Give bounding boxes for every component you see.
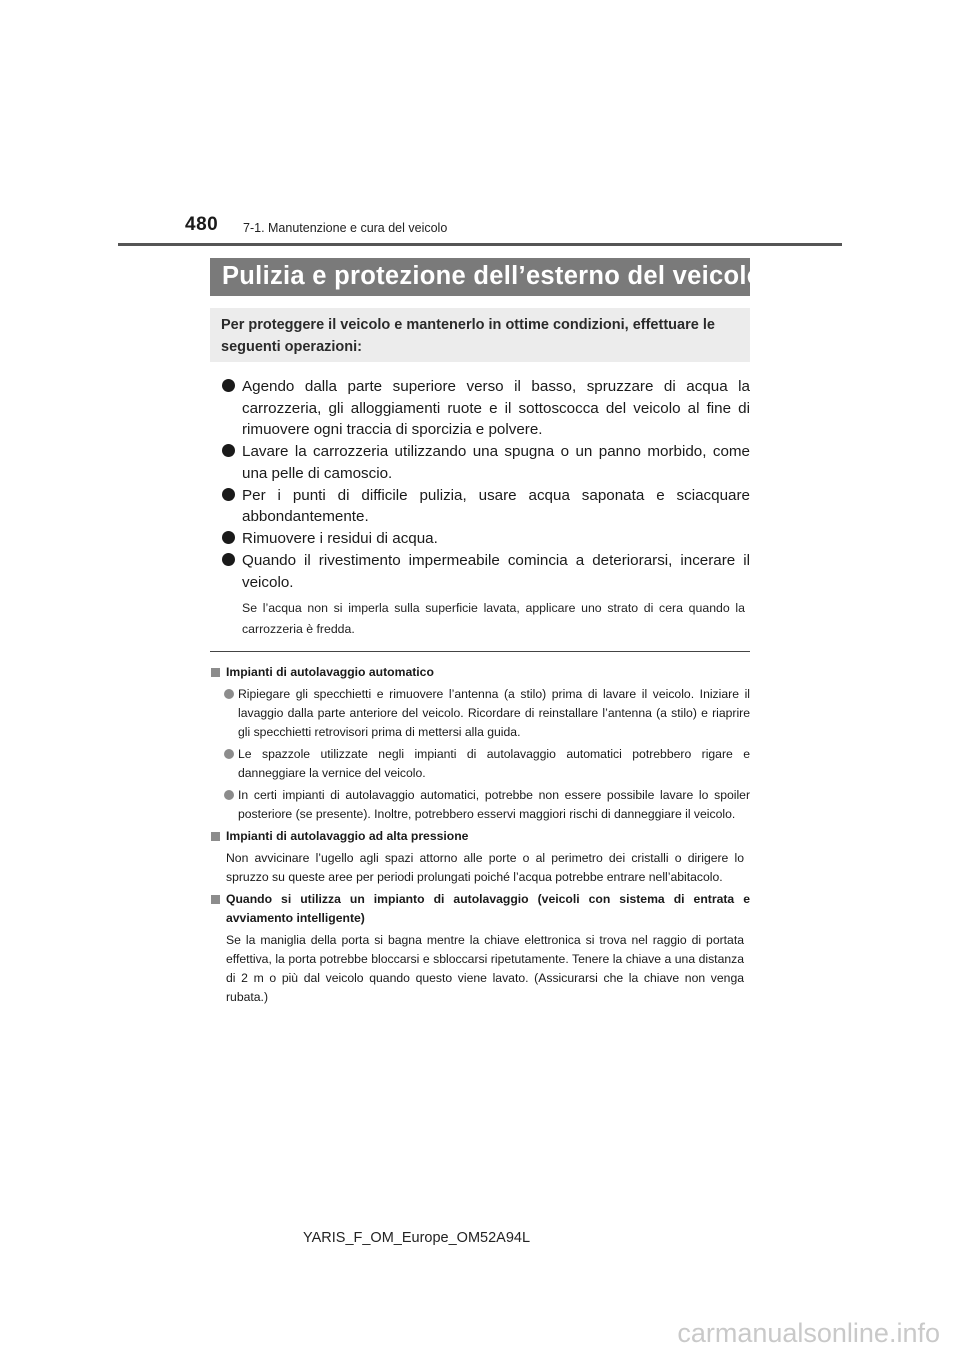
procedure-list <box>210 376 750 594</box>
procedure-step <box>210 376 750 441</box>
wax-note: Se l’acqua non si imperla sulla superficie lavata, applicare uno strato di cera quando la carrozzeria è fredda. <box>242 601 745 636</box>
procedure-step <box>210 441 750 484</box>
auto-wash-item-text: Le spazzole utilizzate negli impianti di autolavaggio automatici potrebbero rigare e danneggiare la vernice del veicolo. <box>238 747 750 780</box>
bullet-dot-icon <box>222 488 235 501</box>
auto-wash-heading <box>210 663 750 682</box>
info-section <box>210 660 750 1007</box>
bullet-dot-icon <box>224 749 234 759</box>
high-pressure-heading <box>210 827 750 846</box>
header-divider <box>118 243 842 246</box>
procedure-step-text: Agendo dalla parte superiore verso il basso, spruzzare di acqua la carrozzeria, gli alloggiamenti ruote e il sottoscocca del veicolo al fine di rimuovere ogni traccia di sporcizia e polvere. <box>242 378 750 438</box>
square-bullet-icon <box>211 895 220 904</box>
title-bar <box>210 258 763 296</box>
procedure-step <box>210 528 750 550</box>
auto-wash-item-text: Ripiegare gli specchietti e rimuovere l’antenna (a stilo) prima di lavare il veicolo. Iniziare il lavaggio dalla parte anteriore del veicolo. Ricordare di reinstallare l’antenna (a stilo) e riaprire gli specchietti retrovisori prima di mettersi alla guida. <box>238 687 750 739</box>
bullet-dot-icon <box>222 531 235 544</box>
high-pressure-heading-text: Impianti di autolavaggio ad alta pressione <box>226 829 469 843</box>
smart-entry-text: Se la maniglia della porta si bagna mentre la chiave elettronica si trova nel raggio di portata effettiva, la porta potrebbe bloccarsi e sbloccarsi ripetutamente. Tenere la chiave a una distanza di 2 m o più dal veicolo quando questo viene lavato. (Assicurarsi che la chiave non venga rubata.) <box>226 933 744 1004</box>
section-header: 7-1. Manutenzione e cura del veicolo <box>243 221 448 235</box>
bullet-dot-icon <box>224 689 234 699</box>
smart-entry-heading-text: Quando si utilizza un impianto di autolavaggio (veicoli con sistema di entrata e avviamento intelligente) <box>226 892 750 925</box>
bullet-dot-icon <box>224 790 234 800</box>
procedure-step-text: Rimuovere i residui di acqua. <box>242 530 438 547</box>
intro-text: Per proteggere il veicolo e mantenerlo in ottime condizioni, effettuare le seguenti operazioni: <box>221 317 715 355</box>
procedure-step-text: Quando il rivestimento impermeabile comincia a deteriorarsi, incerare il veicolo. <box>242 552 750 591</box>
document-code: YARIS_F_OM_Europe_OM52A94L <box>303 1230 531 1246</box>
high-pressure-text: Non avvicinare l’ugello agli spazi attorno alle porte o al perimetro dei cristalli o dirigere lo spruzzo su queste aree per periodi prolungati poiché l’acqua potrebbe entrare nell’abitacolo. <box>226 851 744 884</box>
auto-wash-heading-text: Impianti di autolavaggio automatico <box>226 665 434 679</box>
bullet-dot-icon <box>222 379 235 392</box>
page-number: 480 <box>185 214 219 235</box>
auto-wash-item <box>210 745 750 783</box>
square-bullet-icon <box>211 832 220 841</box>
bullet-dot-icon <box>222 553 235 566</box>
section-divider <box>210 651 750 652</box>
smart-entry-heading <box>210 890 750 928</box>
page-title: Pulizia e protezione dell’esterno del veicolo <box>222 262 763 290</box>
square-bullet-icon <box>211 668 220 677</box>
auto-wash-item <box>210 685 750 742</box>
procedure-step <box>210 485 750 528</box>
watermark: carmanualsonline.info <box>677 1318 940 1348</box>
bullet-dot-icon <box>222 444 235 457</box>
procedure-step-text: Lavare la carrozzeria utilizzando una spugna o un panno morbido, come una pelle di camoscio. <box>242 443 750 482</box>
procedure-step <box>210 550 750 593</box>
auto-wash-item-text: In certi impianti di autolavaggio automatici, potrebbe non essere possibile lavare lo spoiler posteriore (se presente). Inoltre, potrebbero esservi maggiori rischi di danneggiare il veicolo. <box>238 788 750 821</box>
auto-wash-item <box>210 786 750 824</box>
procedure-step-text: Per i punti di difficile pulizia, usare acqua saponata e sciacquare abbondantemente. <box>242 486 750 525</box>
intro-box <box>210 308 750 362</box>
